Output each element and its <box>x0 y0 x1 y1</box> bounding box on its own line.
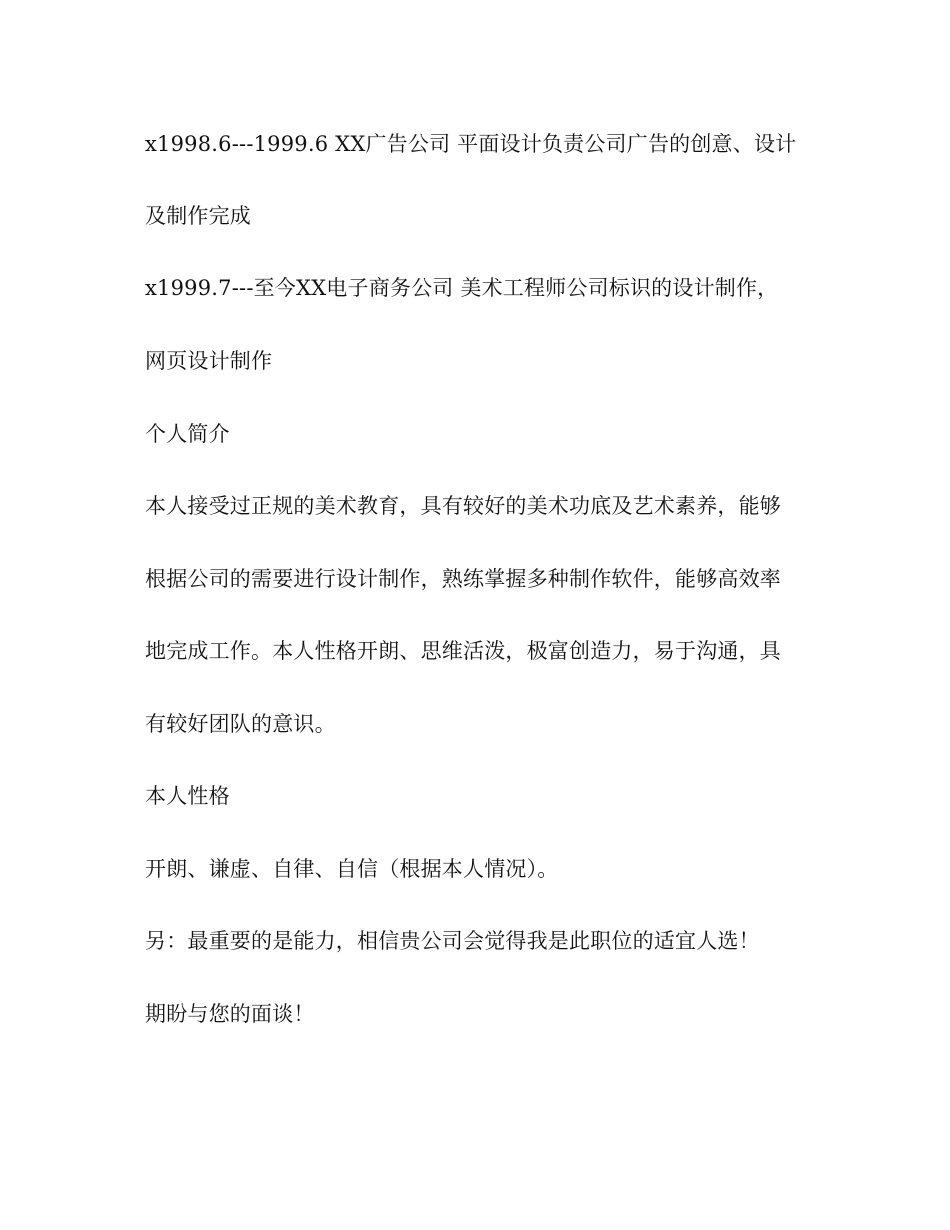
work-history-entry-2-continued: 网页设计制作 <box>145 349 273 373</box>
personality-traits: 开朗、谦虚、自律、自信（根据本人情况）。 <box>145 857 559 881</box>
profile-paragraph-line-2: 根据公司的需要进行设计制作，熟练掌握多种制作软件，能够高效率 <box>145 567 781 591</box>
closing-greeting: 期盼与您的面谈！ <box>145 1002 315 1026</box>
work-history-entry-1-continued: 及制作完成 <box>145 204 251 228</box>
work-history-entry-1: x1998.6---1999.6 XX广告公司 平面设计负责公司广告的创意、设计 <box>145 132 797 156</box>
work-history-entry-2: x1999.7---至今XX电子商务公司 美术工程师公司标识的设计制作， <box>145 276 779 300</box>
profile-paragraph-line-3: 地完成工作。本人性格开朗、思维活泼，极富创造力，易于沟通，具 <box>145 639 781 663</box>
profile-paragraph-line-4: 有较好团队的意识。 <box>145 712 336 736</box>
section-heading-personality: 本人性格 <box>145 784 230 808</box>
profile-paragraph-line-1: 本人接受过正规的美术教育，具有较好的美术功底及艺术素养，能够 <box>145 494 781 518</box>
closing-statement: 另：最重要的是能力，相信贵公司会觉得我是此职位的适宜人选！ <box>145 929 760 953</box>
section-heading-profile: 个人简介 <box>145 422 230 446</box>
